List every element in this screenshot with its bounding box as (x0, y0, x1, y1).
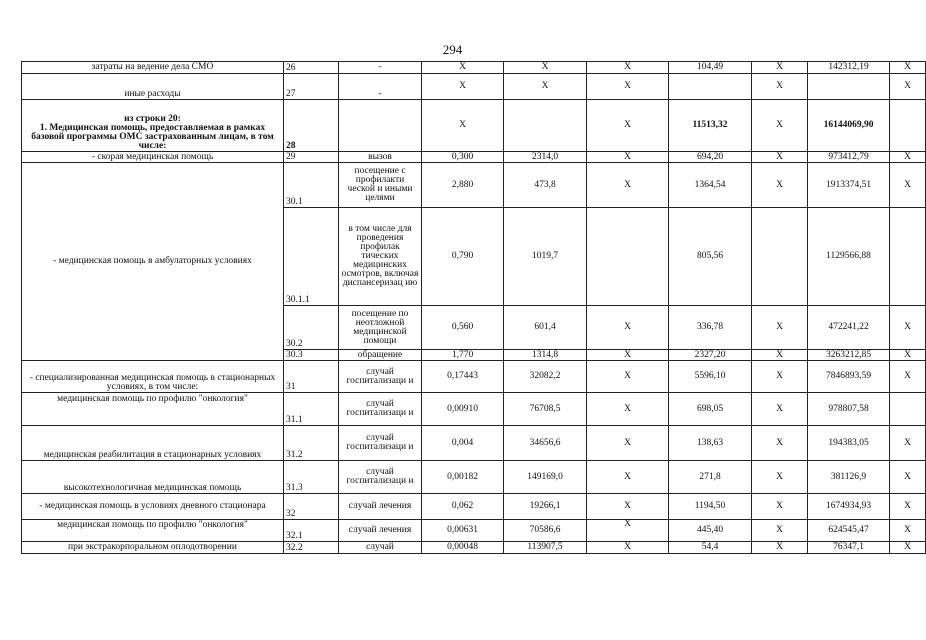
row-value: X (587, 542, 669, 554)
row-value: 138,63 (669, 426, 752, 461)
row-name: медицинская помощь по профилю "онкология" (22, 520, 284, 542)
row-value: X (890, 350, 926, 361)
row-value: X (890, 163, 926, 208)
row-value: X (752, 542, 808, 554)
row-value: 70586,6 (504, 520, 587, 542)
row-code: 27 (284, 74, 339, 100)
table-row (22, 74, 926, 100)
row-unit: случай госпитализаци и (339, 361, 422, 393)
row-value: X (890, 461, 926, 494)
row-value: X (890, 306, 926, 350)
table-row (22, 100, 926, 152)
row-value: 0,062 (422, 494, 504, 520)
row-unit: случай лечения (339, 520, 422, 542)
row-value: X (890, 520, 926, 542)
row-value: X (890, 62, 926, 74)
row-value: X (587, 350, 669, 361)
row-value: X (752, 361, 808, 393)
row-value: X (752, 74, 808, 100)
row-value: 113907,5 (504, 542, 587, 554)
row-value: X (752, 461, 808, 494)
row-value: 16144069,90 (808, 100, 890, 152)
row-code: 30.3 (284, 350, 339, 361)
row-unit: в том числе для проведения профилак тических медицинских осмотров, включая диспансеризац ию (339, 208, 422, 306)
row-value: 1,770 (422, 350, 504, 361)
row-name: из строки 20: 1. Медицинская помощь, предоставляемая в рамках базовой программы ОМС застрахованным лицам, в том числе: (22, 100, 284, 152)
row-value: 624545,47 (808, 520, 890, 542)
row-value: 0,00910 (422, 393, 504, 426)
row-value: 1314,8 (504, 350, 587, 361)
row-value: 0,004 (422, 426, 504, 461)
table-row (22, 426, 926, 461)
row-value: 76347,1 (808, 542, 890, 554)
row-name: затраты на ведение дела СМО (22, 62, 284, 74)
row-value: 473,8 (504, 163, 587, 208)
row-value: 0,00048 (422, 542, 504, 554)
row-value: 76708,5 (504, 393, 587, 426)
row-unit: случай госпитализаци и (339, 426, 422, 461)
row-value: X (752, 520, 808, 542)
row-value: 381126,9 (808, 461, 890, 494)
table-row (22, 361, 926, 393)
row-code: 30.2 (284, 306, 339, 350)
row-value: X (752, 393, 808, 426)
row-value (890, 100, 926, 152)
row-value: 2314,0 (504, 152, 587, 163)
row-unit: обращение (339, 350, 422, 361)
row-value: X (890, 494, 926, 520)
table-row (22, 152, 926, 163)
row-value (504, 100, 587, 152)
row-unit: случай госпитализаци и (339, 461, 422, 494)
row-name: - специализированная медицинская помощь в стационарных условиях, в том числе: (22, 361, 284, 393)
row-value: X (890, 74, 926, 100)
row-unit: случай (339, 542, 422, 554)
row-unit: случай госпитализаци и (339, 393, 422, 426)
row-unit: посещение по неотложной медицинской помощи (339, 306, 422, 350)
row-value: 149169,0 (504, 461, 587, 494)
row-value (587, 208, 669, 306)
row-code: 32 (284, 494, 339, 520)
row-value: 1194,50 (669, 494, 752, 520)
row-value: X (587, 152, 669, 163)
row-code: 30.1.1 (284, 208, 339, 306)
row-value: 1674934,93 (808, 494, 890, 520)
row-value: 0,560 (422, 306, 504, 350)
row-value: X (752, 163, 808, 208)
row-code: 26 (284, 62, 339, 74)
row-value: 2,880 (422, 163, 504, 208)
table-row (22, 393, 926, 426)
row-value: 7846893,59 (808, 361, 890, 393)
row-value: X (752, 306, 808, 350)
row-value: X (587, 426, 669, 461)
row-value: 0,00182 (422, 461, 504, 494)
row-value: 19266,1 (504, 494, 587, 520)
row-name: высокотехнологичная медицинская помощь (22, 461, 284, 494)
row-value: 805,56 (669, 208, 752, 306)
row-value: 698,05 (669, 393, 752, 426)
row-value: 445,40 (669, 520, 752, 542)
row-value: 472241,22 (808, 306, 890, 350)
row-value: 11513,32 (669, 100, 752, 152)
row-value: X (587, 461, 669, 494)
row-name: - медицинская помощь в условиях дневного стационара (22, 494, 284, 520)
row-value: X (504, 74, 587, 100)
row-value: 0,300 (422, 152, 504, 163)
row-name: - медицинская помощь в амбулаторных условиях (22, 163, 284, 361)
table-row (22, 494, 926, 520)
table-row (22, 520, 926, 542)
row-value (890, 208, 926, 306)
row-value: X (752, 350, 808, 361)
row-code: 32.1 (284, 520, 339, 542)
table-row (22, 461, 926, 494)
row-value: X (890, 152, 926, 163)
row-value: X (587, 361, 669, 393)
medical-care-cost-table (21, 61, 926, 554)
row-value (752, 208, 808, 306)
row-value: 0,00631 (422, 520, 504, 542)
row-value: 601,4 (504, 306, 587, 350)
row-value: 1019,7 (504, 208, 587, 306)
table-row (22, 542, 926, 554)
row-value: X (587, 74, 669, 100)
row-code: 31.2 (284, 426, 339, 461)
row-value: X (504, 62, 587, 74)
row-unit (339, 100, 422, 152)
row-value (890, 393, 926, 426)
row-unit: вызов (339, 152, 422, 163)
row-value: X (587, 494, 669, 520)
row-value: X (752, 62, 808, 74)
row-value: 142312,19 (808, 62, 890, 74)
row-name: при экстракорпоральном оплодотворении (22, 542, 284, 554)
row-value: X (587, 100, 669, 152)
row-name: медицинская помощь по профилю "онкология" (22, 393, 284, 426)
row-value: 5596,10 (669, 361, 752, 393)
row-unit: случай лечения (339, 494, 422, 520)
row-value: X (890, 426, 926, 461)
table-row (22, 163, 926, 208)
row-name: медицинская реабилитация в стационарных условиях (22, 426, 284, 461)
row-value: X (587, 393, 669, 426)
row-value: 2327,20 (669, 350, 752, 361)
page-number: 294 (442, 42, 463, 57)
row-value: 271,8 (669, 461, 752, 494)
row-value: 978807,58 (808, 393, 890, 426)
row-value: X (587, 163, 669, 208)
row-unit: - (339, 62, 422, 74)
row-value: X (587, 62, 669, 74)
row-name: иные расходы (22, 74, 284, 100)
row-value: 1129566,88 (808, 208, 890, 306)
row-value: 0,17443 (422, 361, 504, 393)
row-value: X (422, 62, 504, 74)
row-code: 31.1 (284, 393, 339, 426)
row-code: 31.3 (284, 461, 339, 494)
row-value: X (587, 520, 669, 542)
row-value: 694,20 (669, 152, 752, 163)
row-value (808, 74, 890, 100)
row-value: 54,4 (669, 542, 752, 554)
row-value: 104,49 (669, 62, 752, 74)
row-value: X (752, 494, 808, 520)
row-value: X (422, 100, 504, 152)
row-value: 194383,05 (808, 426, 890, 461)
row-value: X (890, 361, 926, 393)
row-code: 30.1 (284, 163, 339, 208)
row-value: 973412,79 (808, 152, 890, 163)
row-value: 32082,2 (504, 361, 587, 393)
row-unit: посещение с профилакти ческой и иными целями (339, 163, 422, 208)
row-value: 0,790 (422, 208, 504, 306)
table-row (22, 62, 926, 74)
row-value (669, 74, 752, 100)
row-value: X (752, 100, 808, 152)
row-value: X (587, 306, 669, 350)
row-code: 32.2 (284, 542, 339, 554)
row-code: 28 (284, 100, 339, 152)
row-value: 3263212,85 (808, 350, 890, 361)
row-code: 29 (284, 152, 339, 163)
row-value: X (422, 74, 504, 100)
row-value: 34656,6 (504, 426, 587, 461)
row-value: 1913374,51 (808, 163, 890, 208)
row-value: X (752, 426, 808, 461)
row-value: X (890, 542, 926, 554)
row-code: 31 (284, 361, 339, 393)
row-value: 1364,54 (669, 163, 752, 208)
row-unit: - (339, 74, 422, 100)
row-value: 336,78 (669, 306, 752, 350)
row-value: X (752, 152, 808, 163)
row-name: - скорая медицинская помощь (22, 152, 284, 163)
